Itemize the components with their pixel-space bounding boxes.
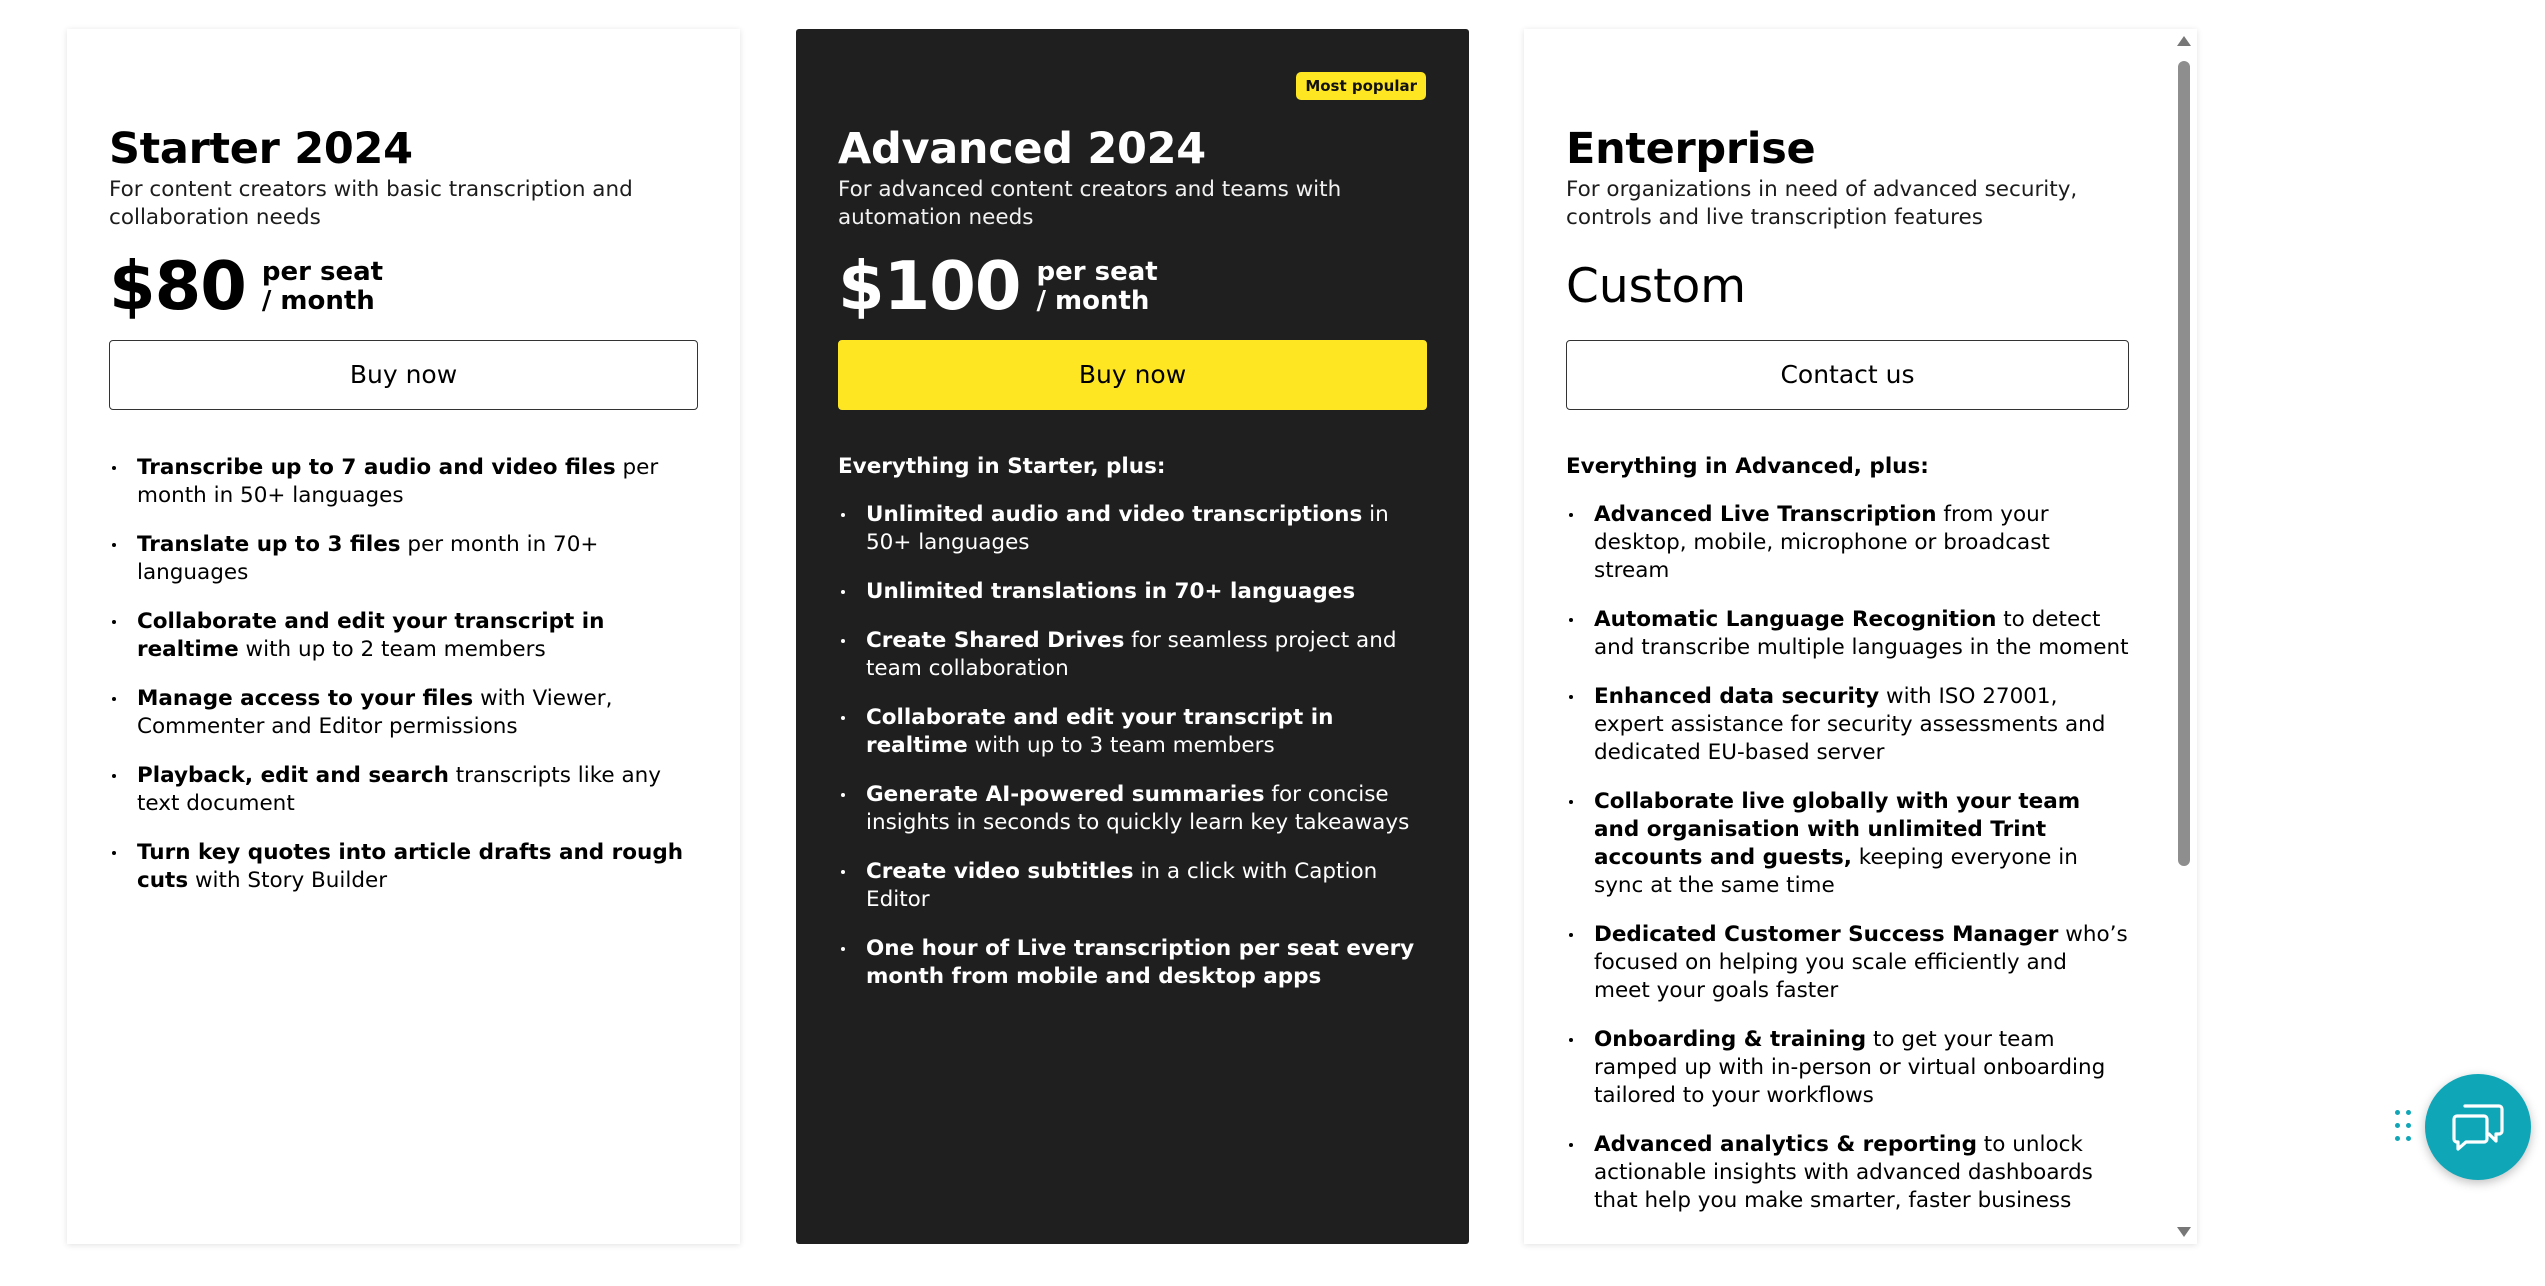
price-row (838, 247, 1427, 326)
feature-detail: with Viewer, Commenter and Editor permissions (137, 685, 613, 739)
price-row (109, 247, 698, 326)
price-unit-seat: per seat (1036, 256, 1158, 287)
feature-list (109, 454, 698, 895)
chat-button[interactable] (2425, 1074, 2531, 1180)
custom-price: Custom (1566, 259, 1747, 315)
feature-item (838, 501, 1427, 557)
feature-item (838, 704, 1427, 760)
feature-detail: per month in 50+ languages (137, 454, 659, 508)
feature-item (1566, 606, 2129, 662)
feature-highlight: Automatic Language Recognition (1594, 606, 1997, 632)
feature-item (1566, 501, 2129, 585)
feature-item (838, 781, 1427, 837)
scroll-up-arrow-icon[interactable] (2177, 36, 2191, 46)
feature-item (1566, 788, 2129, 900)
feature-detail: to get your team ramped up with in-person or virtual onboarding tailored to your workflows (1594, 1026, 2106, 1108)
buy-now-button[interactable]: Buy now (109, 340, 698, 410)
plan-title: Advanced 2024 (838, 124, 1206, 174)
feature-detail: transcripts like any text document (137, 762, 661, 816)
plan-card-content (838, 124, 1427, 1012)
feature-detail: with up to 2 team members (238, 636, 546, 662)
feature-item (838, 935, 1427, 991)
feature-detail: keeping everyone in sync at the same time (1594, 844, 2078, 898)
feature-highlight: Turn key quotes into article drafts and rough cuts (137, 839, 684, 893)
feature-item (109, 762, 698, 818)
feature-item (1566, 1131, 2129, 1215)
feature-highlight: Collaborate live globally with your team and organisation with unlimited Trint accounts and guests, (1594, 788, 2081, 870)
feature-highlight: Collaborate and edit your transcript in realtime (137, 608, 605, 662)
feature-detail: who’s focused on helping you scale efficiently and meet your goals faster (1594, 921, 2128, 1003)
plan-card-enterprise[interactable] (1524, 29, 2197, 1244)
contact-us-button[interactable]: Contact us (1566, 340, 2129, 410)
feature-highlight: Transcribe up to 7 audio and video files (137, 454, 616, 480)
price-unit-month: / month (261, 285, 375, 316)
feature-detail: in 50+ languages (866, 501, 1389, 555)
feature-detail: to detect and transcribe multiple languages in the moment (1594, 606, 2129, 660)
feature-highlight: Create video subtitles (866, 858, 1134, 884)
plan-card-content (109, 124, 698, 916)
plan-card-starter (67, 29, 740, 1244)
feature-highlight: Enhanced data security (1594, 683, 1880, 709)
price-unit (262, 258, 383, 316)
feature-highlight: Generate AI-powered summaries (866, 781, 1265, 807)
most-popular-badge: Most popular (1296, 72, 1426, 100)
feature-highlight: One hour of Live transcription per seat every month from mobile and desktop apps (866, 935, 1415, 989)
plan-title: Starter 2024 (109, 124, 413, 174)
feature-detail: for seamless project and team collaboration (866, 627, 1397, 681)
feature-detail: per month in 70+ languages (137, 531, 599, 585)
plan-description: For organizations in need of advanced security, controls and live transcription features (1566, 176, 2078, 230)
feature-item (109, 685, 698, 741)
feature-highlight: Dedicated Customer Success Manager (1594, 921, 2059, 947)
feature-item (1566, 1026, 2129, 1110)
price-unit (1036, 258, 1157, 316)
feature-list (1566, 501, 2129, 1215)
plan-description: For advanced content creators and teams with automation needs (838, 176, 1342, 230)
price-unit-month: / month (1036, 285, 1150, 316)
feature-item (1566, 921, 2129, 1005)
feature-highlight: Unlimited translations in 70+ languages (866, 578, 1356, 604)
feature-highlight: Collaborate and edit your transcript in realtime (866, 704, 1334, 758)
everything-in-label: Everything in Starter, plus: (838, 453, 1166, 479)
scrollbar[interactable] (2171, 29, 2197, 1244)
buy-now-button[interactable]: Buy now (838, 340, 1427, 410)
scroll-down-arrow-icon[interactable] (2177, 1227, 2191, 1237)
plan-description: For content creators with basic transcription and collaboration needs (109, 176, 633, 230)
feature-item (109, 608, 698, 664)
feature-highlight: Onboarding & training (1594, 1026, 1867, 1052)
feature-highlight: Advanced analytics & reporting (1594, 1131, 1977, 1157)
feature-highlight: Translate up to 3 files (137, 531, 401, 557)
drag-dots-icon[interactable] (2394, 1109, 2414, 1143)
price-amount: $100 (838, 247, 1021, 326)
feature-highlight: Create Shared Drives (866, 627, 1125, 653)
plan-card-advanced (796, 29, 1469, 1244)
feature-detail: in a click with Caption Editor (866, 858, 1378, 912)
feature-list (838, 501, 1427, 991)
price-row (1566, 252, 2129, 322)
feature-highlight: Manage access to your files (137, 685, 474, 711)
plan-card-content (1566, 124, 2129, 1236)
feature-item (838, 858, 1427, 914)
everything-in-label: Everything in Advanced, plus: (1566, 453, 1929, 479)
feature-item (109, 454, 698, 510)
chat-bubbles-icon (2451, 1102, 2505, 1152)
feature-detail: from your desktop, mobile, microphone or broadcast stream (1594, 501, 2050, 583)
price-amount: $80 (109, 247, 246, 326)
feature-detail: with Story Builder (188, 867, 388, 893)
feature-item (838, 627, 1427, 683)
feature-detail: with up to 3 team members (967, 732, 1275, 758)
feature-detail: to unlock actionable insights with advanced dashboards that help you make smarter, faster business (1594, 1131, 2093, 1213)
feature-highlight: Playback, edit and search (137, 762, 449, 788)
plan-title: Enterprise (1566, 124, 1816, 174)
feature-highlight: Advanced Live Transcription (1594, 501, 1937, 527)
feature-item (1566, 683, 2129, 767)
feature-item (109, 839, 698, 895)
feature-detail: with ISO 27001, expert assistance for security assessments and dedicated EU-based server (1594, 683, 2106, 765)
feature-item (838, 578, 1427, 606)
feature-item (109, 531, 698, 587)
price-unit-seat: per seat (261, 256, 384, 287)
scrollbar-thumb[interactable] (2178, 61, 2190, 866)
feature-detail: for concise insights in seconds to quickly learn key takeaways (866, 781, 1410, 835)
feature-highlight: Unlimited audio and video transcriptions (866, 501, 1363, 527)
